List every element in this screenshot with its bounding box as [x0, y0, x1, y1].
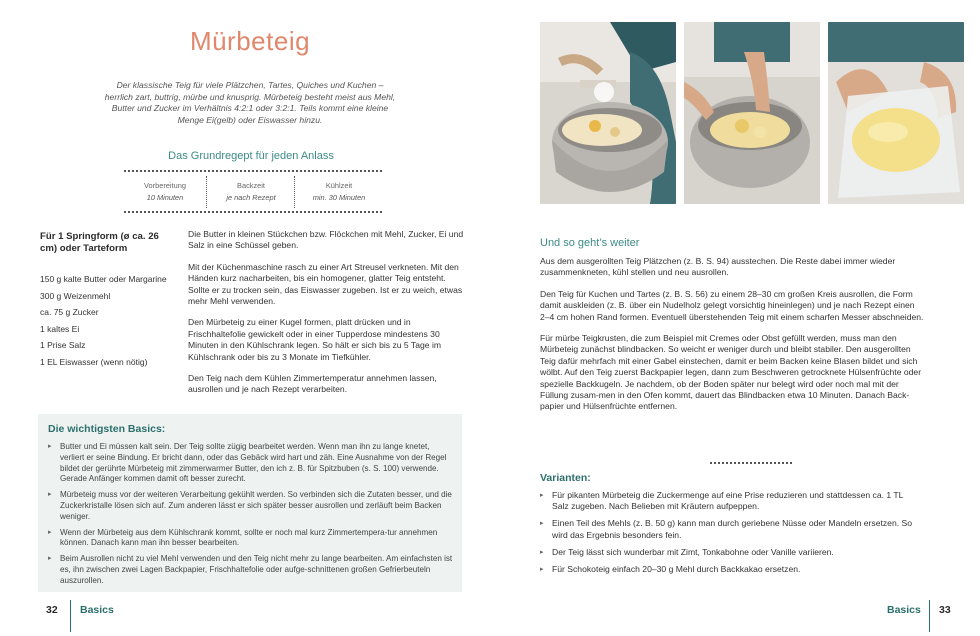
meta-prep-label: Vorbereitung	[144, 181, 186, 190]
ingredient-item: 150 g kalte Butter oder Margarine	[40, 274, 167, 284]
ingredient-item: 300 g Weizenmehl	[40, 290, 111, 301]
recipe-title: Mürbeteig	[189, 26, 311, 56]
triangle-bullet-icon: ▸	[48, 555, 52, 563]
section-label-left: Basics	[80, 604, 114, 616]
next-steps-paragraph: Für mürbe Teigkrusten, die zum Beispiel mit Cremes oder Obst gefüllt werden, muss man den Mürbeteig zunächst blindbacken. So weicht er weniger durch und bleibt stabiler. Den ausgerollten Teig dafür mehrfach mit einer Gabel einstechen, damit er beim Backen keine Blasen bildet und sich wölbt. Auf den Teig zuerst Backpapier legen, dann zum Beschweren getrocknete Hülsenfrüchte oder spezielle Backkugeln. Je nachdem, ob der Boden später nur belegt wird oder noch mal mit der Füllung zusam-men in den Ofen kommt, dauert das Blindbacken etwa 10 Minuten. Danach Back-papier und Hülsenfrüchte entfernen.	[540, 333, 922, 412]
variant-item	[540, 518, 920, 540]
triangle-bullet-icon: ▸	[540, 548, 544, 556]
next-steps-heading: Und so geht’s weiter	[540, 237, 640, 249]
variant-item-text: Für pikanten Mürbeteig die Zuckermenge auf eine Prise reduzieren und stattdessen ca. 1 TL Salz zugeben. Nach Belieben mit Kräutern aufpeppen.	[552, 490, 904, 512]
ingredients-heading: Für 1 Springform (ø ca. 26 cm) oder Tarteform	[40, 231, 159, 254]
next-steps-paragraph: Aus dem ausgerollten Teig Plätzchen (z. B. S. 94) ausstechen. Die Reste dabei immer wieder zusammenkneten, kühl stellen und neu ausrollen.	[540, 256, 896, 278]
triangle-bullet-icon: ▸	[48, 443, 52, 450]
basic-recipe-heading: Das Grundregept für jeden Anlass	[168, 150, 334, 162]
ingredient-item: 1 kaltes Ei	[40, 323, 80, 334]
recipe-meta	[122, 170, 384, 210]
variants-list	[540, 490, 920, 581]
meta-divider	[294, 176, 295, 208]
ingredients-list	[40, 274, 180, 374]
photo-dough-ball-foil	[828, 22, 964, 204]
basics-item	[48, 554, 453, 586]
basics-item	[48, 490, 453, 522]
meta-prep-value: 10 Minuten	[146, 193, 184, 202]
triangle-bullet-icon: ▸	[540, 520, 544, 528]
basics-item-text: Butter und Ei müssen kalt sein. Der Teig sollte zügig bearbeitet werden. Wenn man ihn zu lange knetet, verliert er seine Bindung. Er bricht dann, oder das Gebäck wird hart und zäh. Eine Ausnahme von der Regel bildet der gerührte Mürbeteig mit zimmerwarmer Butter, den ich z. B. für Spitzbuben (s. S. 100) verwende. Gerade Anfänger kommen damit oft besser zurecht.	[60, 442, 447, 484]
basics-item-text: Mürbeteig muss vor der weiteren Verarbeitung gekühlt werden. So verbinden sich die Zutaten besser, und die Zuckerkristalle lösen sich auf. Zum anderen lässt er sich später besser ausrollen und zerläuft beim Backen weniger.	[60, 490, 452, 521]
triangle-bullet-icon: ▸	[540, 566, 544, 574]
triangle-bullet-icon: ▸	[540, 492, 544, 499]
meta-bake-value: je nach Rezept	[226, 193, 276, 202]
recipe-intro: Der klassische Teig für viele Plätzchen, Tartes, Quiches und Kuchen – herrlich zart, buttrig, mürbe und knusprig. Mürbeteig besteht meist aus Mehl, Butter und Zucker im Verhältnis 4:2:1 oder 3:2:1. Teils kommt eine kleine Menge Ei(gelb) oder Eiswasser hinzu.	[104, 80, 396, 125]
variant-item-text: Für Schokoteig einfach 20–30 g Mehl durch Backkakao ersetzen.	[552, 564, 801, 575]
recipe-step: Die Butter in kleinen Stückchen bzw. Flöckchen mit Mehl, Zucker, Ei und Salz in eine Schüssel geben.	[188, 229, 464, 251]
section-label-right: Basics	[887, 604, 921, 616]
basics-heading: Die wichtigsten Basics:	[48, 423, 166, 435]
next-steps-text	[540, 256, 926, 423]
page-number-right: 33	[939, 604, 951, 616]
folio-divider-left	[70, 600, 71, 632]
recipe-step: Mit der Küchenmaschine rasch zu einer Art Streusel verkneten. Mit den Händen kurz nacharbeiten, bis ein homogener, glatter Teig entsteht. Sollte er zu trocken sein, das Eiswasser zugeben. Ist er zu weich, etwas mehr Mehl verwenden.	[188, 261, 463, 307]
ingredient-item: 1 Prise Salz	[40, 340, 86, 351]
recipe-step: Den Mürbeteig zu einer Kugel formen, platt drücken und in Frischhaltefolie gewickelt oder in einer Tupperdose mindestens 30 Minuten in den Kühlschrank legen. So hält er sich bis zu 5 Tage im Kühlschrank oder bis zu 3 Monate im Tiefkühler.	[188, 317, 442, 362]
meta-chill-time	[296, 170, 382, 210]
recipe-steps	[188, 229, 464, 406]
ingredient-item: ca. 75 g Zucker	[40, 307, 99, 318]
meta-bake-time	[208, 170, 294, 210]
page-number-left: 32	[46, 604, 58, 616]
photo-stand-mixer	[540, 22, 676, 204]
variant-item	[540, 490, 920, 512]
variants-heading: Varianten:	[540, 472, 591, 484]
basics-item	[48, 528, 453, 550]
meta-prep-time	[122, 170, 208, 210]
basics-list	[48, 442, 453, 592]
variant-item	[540, 564, 920, 575]
meta-chill-label: Kühlzeit	[325, 181, 353, 190]
variant-item-text: Einen Teil des Mehls (z. B. 50 g) kann man durch geriebene Nüsse oder Mandeln ersetzen. So wird das Ergebnis besonders fein.	[552, 518, 913, 540]
variant-item	[540, 547, 920, 558]
variants-divider	[710, 462, 792, 464]
recipe-step: Den Teig nach dem Kühlen Zimmertemperatur annehmen lassen, ausrollen und je nach Rezept verarbeiten.	[188, 373, 437, 395]
basics-box	[38, 414, 462, 592]
photo-hand-kneading	[684, 22, 820, 204]
triangle-bullet-icon: ▸	[48, 491, 52, 499]
meta-bake-label: Backzeit	[237, 181, 265, 190]
meta-chill-value: min. 30 Minuten	[312, 193, 366, 202]
basics-item-text: Beim Ausrollen nicht zu viel Mehl verwenden und den Teig nicht mehr zu lange bearbeiten. Am einfachsten ist es, ihn zwischen zwei Lagen Backpapier, Frischhaltefolie oder aufge-schnittenen großen Gefrierbeuteln auszurollen.	[60, 554, 453, 585]
basics-item	[48, 442, 453, 485]
triangle-bullet-icon: ▸	[48, 528, 52, 536]
folio-divider-right	[929, 600, 930, 632]
ingredient-item: 1 EL Eiswasser (wenn nötig)	[40, 356, 148, 367]
meta-divider	[206, 176, 207, 208]
basics-item-text: Wenn der Mürbeteig aus dem Kühlschrank kommt, sollte er noch mal kurz Zimmertempera-tur annehmen können. Danach kann man ihn besser bearbeiten.	[60, 527, 438, 548]
meta-bottom-divider	[124, 211, 382, 213]
next-steps-paragraph: Den Teig für Kuchen und Tartes (z. B. S. 56) zu einem 28–30 cm großen Kreis ausrollen, die Form damit auskleiden (z. B. über ein Nudelholz gelegt vorsichtig hineinlegen) und je nach Rezept einen 2–4 cm hohen Rand formen. Eventuell überstehenden Teig mit einem scharfen Messer abschneiden.	[540, 288, 924, 322]
variant-item-text: Der Teig lässt sich wunderbar mit Zimt, Tonkabohne oder Vanille variieren.	[552, 546, 834, 557]
